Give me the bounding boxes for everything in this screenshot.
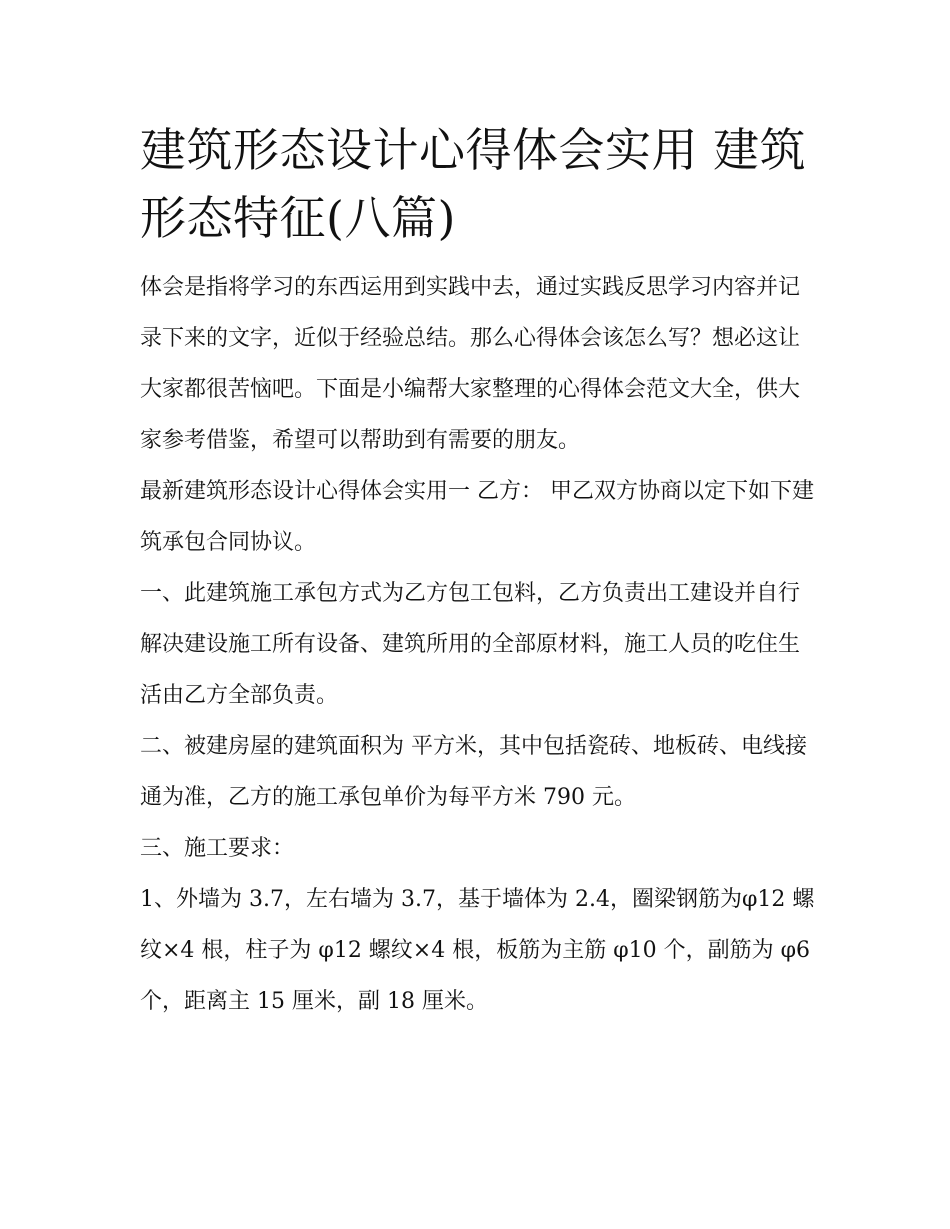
section-one-heading-paragraph: 最新建筑形态设计心得体会实用一 乙方： 甲乙双方协商以定下如下建筑承包合同协议。 xyxy=(140,479,814,555)
document-title: 建筑形态设计心得体会实用 建筑形态特征(八篇) xyxy=(140,123,807,245)
document-body xyxy=(140,262,820,1027)
intro-paragraph: 体会是指将学习的东西运用到实践中去，通过实践反思学习内容并记录下来的文字，近似于经验总结。那么心得体会该怎么写？想必这让大家都很苦恼吧。下面是小编帮大家整理的心得体会范文大全，供大家参考借鉴，希望可以帮助到有需要的朋友。 xyxy=(140,275,801,453)
clause-one-paragraph: 一、此建筑施工承包方式为乙方包工包料，乙方负责出工建设并自行解决建设施工所有设备、建筑所用的全部原材料，施工人员的吃住生活由乙方全部负责。 xyxy=(140,581,801,708)
clause-three-item-one: 1、外墙为 3.7，左右墙为 3.7，基于墙体为 2.4，圈梁钢筋为φ12 螺纹×4 根，柱子为 φ12 螺纹×4 根，板筋为主筋 φ10 个，副筋为 φ6 个，距离主 15 厘米，副 18 厘米。 xyxy=(140,887,815,1014)
clause-two-paragraph: 二、被建房屋的建筑面积为 平方米，其中包括瓷砖、地板砖、电线接通为准，乙方的施工承包单价为每平方米 790 元。 xyxy=(140,734,807,810)
document-content xyxy=(140,116,820,1027)
clause-three-heading: 三、施工要求： xyxy=(140,836,295,861)
